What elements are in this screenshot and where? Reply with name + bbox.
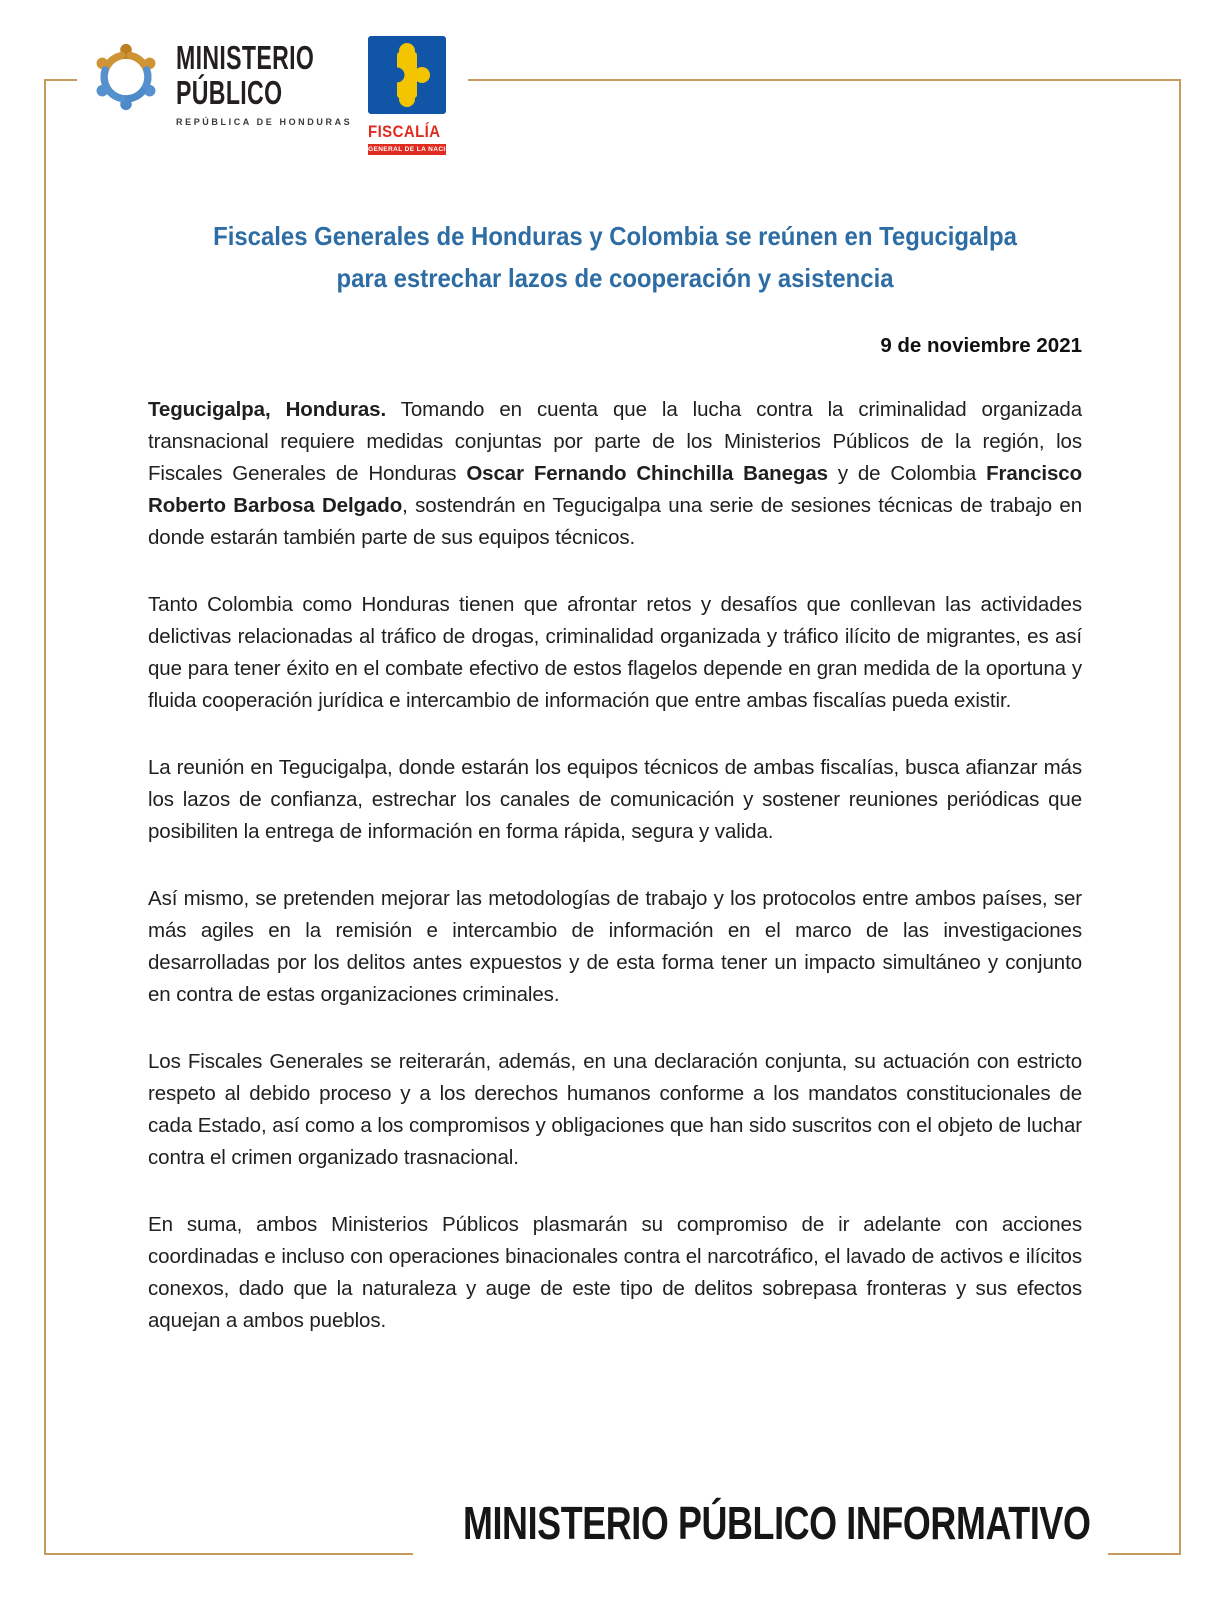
- paragraph: Tegucigalpa, Honduras. Tomando en cuenta que la lucha contra la criminalidad organizada transnacional requiere medidas conjuntas por parte de los Ministerios Públicos de la región, los Fiscales Generales de Honduras Oscar Fernando Chinchilla Banegas y de Colombia Francisco Roberto Barbosa Delgado, sostendrán en Tegucigalpa una serie de sesiones técnicas de trabajo en donde estarán también parte de sus equipos técnicos.: [148, 398, 1083, 549]
- frame-line-bottom-left: [44, 1553, 413, 1555]
- document-content: [148, 0, 1082, 1372]
- frame-line-right: [1179, 79, 1181, 1555]
- mp-wordmark-line1: MINISTERIO: [176, 39, 315, 76]
- frame-line-bottom-right: [1108, 1553, 1181, 1555]
- footer-banner-label: MINISTERIO PÚBLICO INFORMATIVO: [462, 1497, 1090, 1549]
- paragraph: En suma, ambos Ministerios Públicos plasmarán su compromiso de ir adelante con acciones coordinadas e incluso con operaciones binacionales contra el narcotráfico, el lavado de activos e ilícitos conexos, dado que la naturaleza y auge de este tipo de delitos sobrepasa fronteras y sus efectos aquejan a ambos pueblos.: [148, 1213, 1082, 1332]
- fiscalia-name: FISCALÍA: [368, 122, 441, 141]
- paragraph: La reunión en Tegucigalpa, donde estarán los equipos técnicos de ambas fiscalías, busca afianzar más los lazos de confianza, estrechar los canales de comunicación y sostener reuniones periódicas que posibiliten la entrega de información en forma rápida, segura y valida.: [148, 756, 1082, 843]
- paragraph: Tanto Colombia como Honduras tienen que afrontar retos y desafíos que conllevan las actividades delictivas relacionadas al tráfico de drogas, criminalidad organizada y tráfico ilícito de migrantes, es así que para tener éxito en el combate efectivo de estos flagelos depende en gran medida de la oportuna y fluida cooperación jurídica e intercambio de información que entre ambas fiscalías pueda existir.: [148, 593, 1082, 712]
- fiscalia-subtitle-bar: GENERAL DE LA NACIÓN: [368, 146, 457, 153]
- frame-line-top-left: [44, 79, 77, 81]
- mp-wordmark-line2: PÚBLICO: [176, 74, 283, 111]
- paragraph: Así mismo, se pretenden mejorar las metodologías de trabajo y los protocolos entre ambos países, ser más agiles en la remisión e intercambio de información en el marco de las investigaciones desarrolladas por los delitos antes expuestos y de esta forma tener un impacto simultáneo y conjunto en contra de estas organizaciones criminales.: [148, 887, 1082, 1006]
- page-title-line2: para estrechar lazos de cooperación y asistencia: [336, 263, 894, 293]
- page-title-line1: Fiscales Generales de Honduras y Colombia se reúnen en Tegucigalpa: [213, 221, 1017, 251]
- paragraph: Los Fiscales Generales se reiterarán, además, en una declaración conjunta, su actuación con estricto respeto al debido proceso y a los derechos humanos conforme a los mandatos constitucionales de cada Estado, así como a los compromisos y obligaciones que han sido suscritos con el objeto de luchar contra el crimen organizado trasnacional.: [148, 1050, 1082, 1169]
- mp-wordmark-subtitle: REPÚBLICA DE HONDURAS: [176, 117, 353, 127]
- frame-line-left: [44, 79, 46, 1555]
- page-title: [148, 215, 1082, 299]
- document-date: 9 de noviembre 2021: [880, 334, 1082, 357]
- paragraph-list: [148, 394, 1082, 1337]
